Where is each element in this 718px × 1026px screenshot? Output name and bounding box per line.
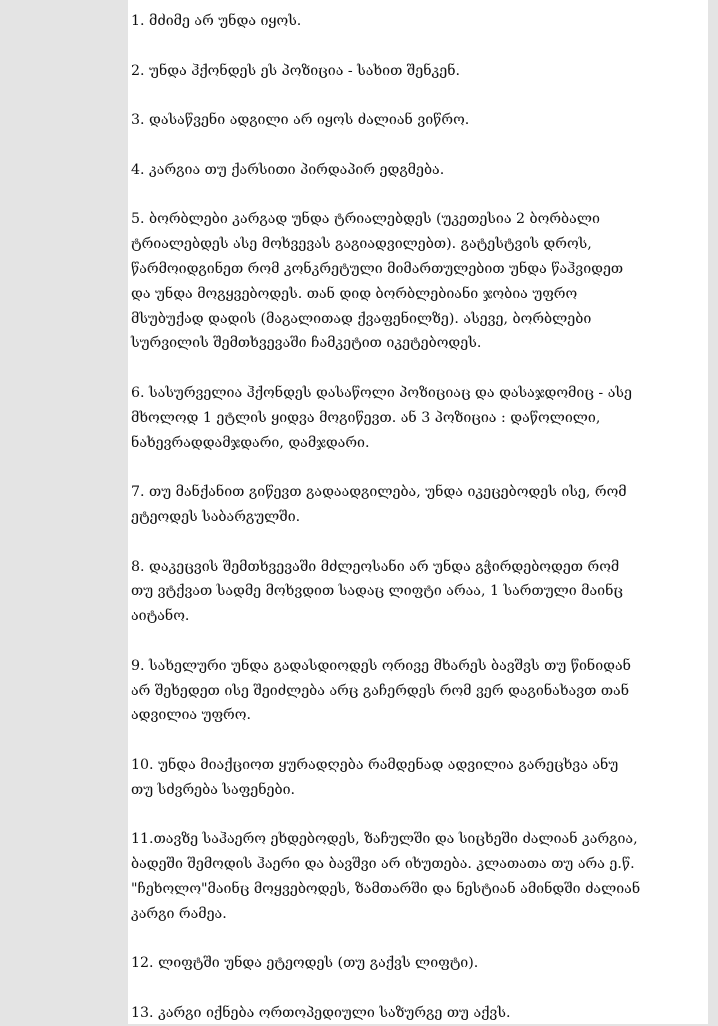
list-item-1: 1. მძიმე არ უნდა იყოს.: [131, 13, 302, 29]
list-item-12: 12. ლიფტში უნდა ეტეოდეს (თუ გაქვს ლიფტი).: [131, 955, 479, 972]
list-item-6: 6. სასურველია ჰქონდეს დასაწოლი პოზიციაც და დასაჯდომიც - ასე მხოლოდ 1 ეტლის ყიდვა მოგიწევთ. ან 3 პოზიცია : დაწოლილი, ნახევრადდამჯდარი, დამჯდარი.: [131, 384, 632, 451]
list-item-4: 4. კარგია თუ ქარსითი პირდაპირ ედგმება.: [131, 161, 445, 178]
list-item-2: 2. უნდა ჰქონდეს ეს პოზიცია - სახით შენკენ.: [131, 62, 461, 79]
list-item-3: 3. დასაწვენი ადგილი არ იყოს ძალიან ვიწრო.: [131, 112, 470, 129]
list-item-5: 5. ბორბლები კარგად უნდა ტრიალებდეს (უკეთესია 2 ბორბალი ტრიალებდეს ასე მოხვევას გაგიადვილებთ). გატესტვის დროს, წარმოიდგინეთ რომ კონკრეტული მიმართულებით უნდა წაჰვიდეთ და უნდა მოგყვებოდეს. თან დიდ ბორბლებიანი ჯობია უფრო მსუბუქად დადის (მაგალითად ქვაფენილზე). ასევე, ბორბლები სურვილის შემთხვევაში ჩამკეტით იკეტებოდეს.: [131, 211, 624, 352]
list-item-13: 13. კარგი იქნება ორთოპედიული საზურგე თუ აქვს.: [131, 1004, 511, 1021]
list-item-9: 9. სახელური უნდა გადასდიოდეს ორივე მხარეს ბავშვს თუ წინიდან არ შეხედეთ ისე შეიძლება არც გაჩერდეს რომ ვერ დაგინახავთ თან ადვილია უფრო.: [131, 657, 631, 724]
list-item-7: 7. თუ მანქანით გიწევთ გადაადგილება, უნდა იკეცებოდეს ისე, რომ ეტეოდეს საბარგულში.: [131, 484, 627, 525]
list-item-8: 8. დაკეცვის შემთხვევაში მძლეოსანი არ უნდა გჭირდებოდეთ რომ თუ ვტქვათ სადმე მოხვდით სადაც ლიფტი არაა, 1 სართული მაინც აიტანო.: [131, 558, 623, 625]
list-item-10: 10. უნდა მიაქციოთ ყურადღება რამდენად ადვილია გარეცხვა ანუ თუ სძვრება საფენები.: [131, 756, 619, 798]
list-item-11: 11.თავზე საჰაერო ეხდებოდეს, ზაჩულში და სიცხეში ძალიან კარგია, ბადეში შემოდის ჰაერი და ბავშვი არ იხუთება. კლათათა თუ არა ე.წ. "ჩეხოლო"მაინც მოყვებოდეს, ზამთარში და ნესტიან ამინდში ძალიან კარგი რამეა.: [131, 831, 641, 922]
numbered-list: [128, 0, 708, 1026]
document-page: [128, 0, 708, 1024]
